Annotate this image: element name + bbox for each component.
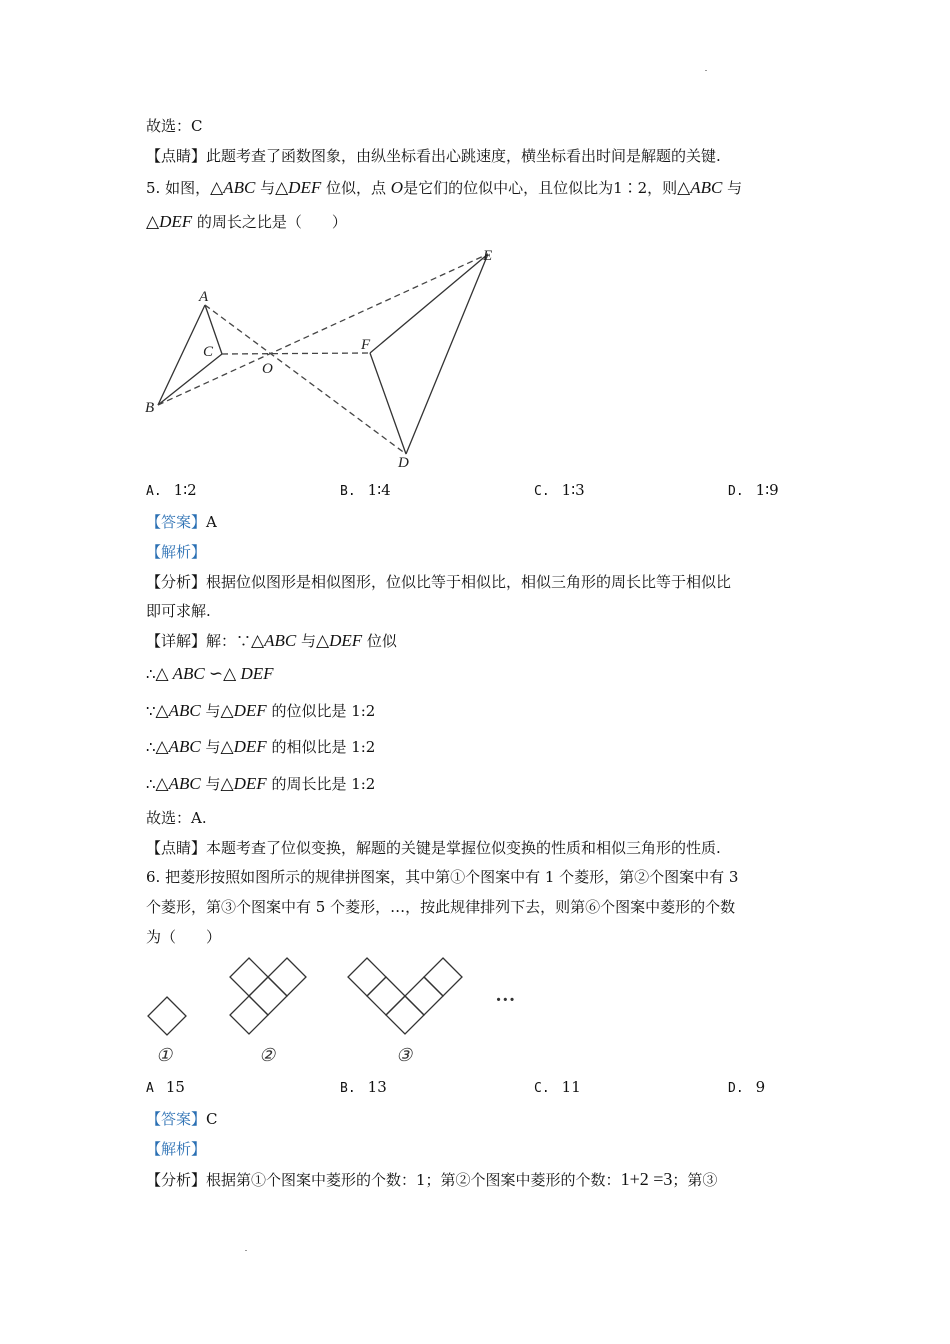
triangle-def: △DEF bbox=[146, 212, 193, 231]
q5-detail-line: 【详解】解：∵△ABC 与△DEF 位似 bbox=[146, 631, 397, 650]
dashed-ad bbox=[205, 305, 406, 454]
q5-option-a[interactable]: A. 1∶2 bbox=[146, 481, 197, 499]
dashed-be bbox=[158, 254, 488, 405]
triangle-abc: △ABC bbox=[210, 178, 256, 197]
q5-fenxi-line2: 即可求解. bbox=[146, 602, 211, 620]
label-b: B bbox=[145, 400, 155, 416]
triangle-def: △DEF bbox=[275, 178, 322, 197]
stem-text: 与 bbox=[260, 179, 276, 197]
pattern-label-2: ② bbox=[259, 1045, 276, 1065]
pattern-ellipsis: … bbox=[496, 984, 516, 1006]
dashed-cf bbox=[222, 353, 370, 354]
q5-wsb-line: ∵△ABC 与△DEF 的位似比是 1:2 bbox=[146, 701, 376, 720]
q6-option-b[interactable]: B. 13 bbox=[340, 1078, 387, 1096]
edge-fe bbox=[370, 254, 488, 353]
q5-zcb-line: ∴△ABC 与△DEF 的周长比是 1:2 bbox=[146, 774, 376, 793]
q5-option-b[interactable]: B. 1∶4 bbox=[340, 481, 391, 499]
q5-stem-line2 bbox=[146, 211, 347, 233]
q6-stem-line3: 为（ ） bbox=[146, 928, 222, 946]
q6-stem-line1: 6. 把菱形按照如图所示的规律拼图案，其中第①个图案中有 1 个菱形，第②个图案中有 3 bbox=[146, 868, 739, 886]
q5-option-d[interactable]: D. 1∶9 bbox=[728, 481, 779, 499]
stem-text: 与 bbox=[727, 179, 743, 197]
pattern-label-1: ① bbox=[156, 1045, 173, 1065]
q5-choose: 故选：A. bbox=[146, 809, 207, 827]
q5-option-c[interactable]: C. 1∶3 bbox=[534, 481, 585, 499]
q5-fenxi-line1: 【分析】根据位似图形是相似图形，位似比等于相似比，相似三角形的周长比等于相似比 bbox=[146, 573, 732, 591]
q6-analysis-tag: 【解析】 bbox=[146, 1140, 207, 1158]
q5-comment: 【点睛】本题考查了位似变换，解题的关键是掌握位似变换的性质和相似三角形的性质. bbox=[146, 839, 721, 857]
edge-ab bbox=[158, 305, 205, 405]
edge-fd bbox=[370, 353, 406, 454]
q6-option-c[interactable]: C. 11 bbox=[534, 1078, 581, 1096]
question-number: 5. bbox=[146, 179, 161, 197]
pattern-3-rhombus bbox=[367, 977, 405, 1015]
rhombus-pattern-figure bbox=[140, 955, 540, 1070]
q5-xsb-line: ∴△ABC 与△DEF 的相似比是 1:2 bbox=[146, 737, 376, 756]
stem-text: 如图， bbox=[165, 179, 211, 197]
label-d: D bbox=[398, 455, 409, 471]
pattern-2-rhombus bbox=[268, 958, 306, 996]
pattern-label-3: ③ bbox=[396, 1045, 413, 1065]
q5-answer: 【答案】A bbox=[146, 513, 217, 531]
q5-analysis-tag: 【解析】 bbox=[146, 543, 207, 561]
homothety-figure bbox=[140, 240, 510, 475]
label-e: E bbox=[483, 248, 493, 264]
pattern-3-rhombus bbox=[405, 977, 443, 1015]
pattern-3-rhombus bbox=[386, 996, 424, 1034]
comment-text: 此题考查了函数图象，由纵坐标看出心跳速度，横坐标看出时间是解题的关键. bbox=[206, 147, 721, 165]
label-a: A bbox=[199, 289, 209, 305]
scan-dot bbox=[245, 1250, 247, 1251]
pattern-2-rhombus bbox=[230, 996, 268, 1034]
scan-dot bbox=[705, 70, 707, 71]
q6-option-d[interactable]: D. 9 bbox=[728, 1078, 766, 1096]
label-c: C bbox=[203, 344, 214, 360]
triangle-abc: △ABC bbox=[677, 178, 723, 197]
q6-stem-line2: 个菱形，第③个图案中有 5 个菱形，…，按此规律排列下去，则第⑥个图案中菱形的个数 bbox=[146, 898, 736, 916]
q5-stem-line1 bbox=[146, 177, 742, 199]
q6-option-a[interactable]: A 15 bbox=[146, 1078, 185, 1096]
label-f: F bbox=[361, 337, 371, 353]
stem-text: 是它们的位似中心，且位似比为1∶2，则 bbox=[403, 179, 678, 197]
stem-text: 位似，点 bbox=[326, 179, 387, 197]
comment-tag: 【点睛】 bbox=[146, 147, 207, 165]
q6-answer: 【答案】C bbox=[146, 1110, 218, 1128]
prev-choose: 故选：C bbox=[146, 117, 203, 135]
q5-similar-line: ∴△ ABC ∽△ DEF bbox=[146, 664, 274, 683]
stem-text: 的周长之比是（ ） bbox=[196, 213, 347, 231]
edge-ed bbox=[406, 254, 488, 454]
prev-comment bbox=[146, 145, 721, 167]
pattern-2-rhombus bbox=[230, 958, 268, 996]
q6-fenxi: 【分析】根据第①个图案中菱形的个数：1；第②个图案中菱形的个数：1+2 =3；第③ bbox=[146, 1169, 718, 1189]
pattern-3-rhombus bbox=[348, 958, 386, 996]
point-o: O bbox=[390, 178, 404, 197]
pattern-1-rhombus bbox=[148, 997, 186, 1035]
label-o: O bbox=[262, 361, 273, 377]
pattern-3-rhombus bbox=[424, 958, 462, 996]
pattern-2-rhombus bbox=[249, 977, 287, 1015]
